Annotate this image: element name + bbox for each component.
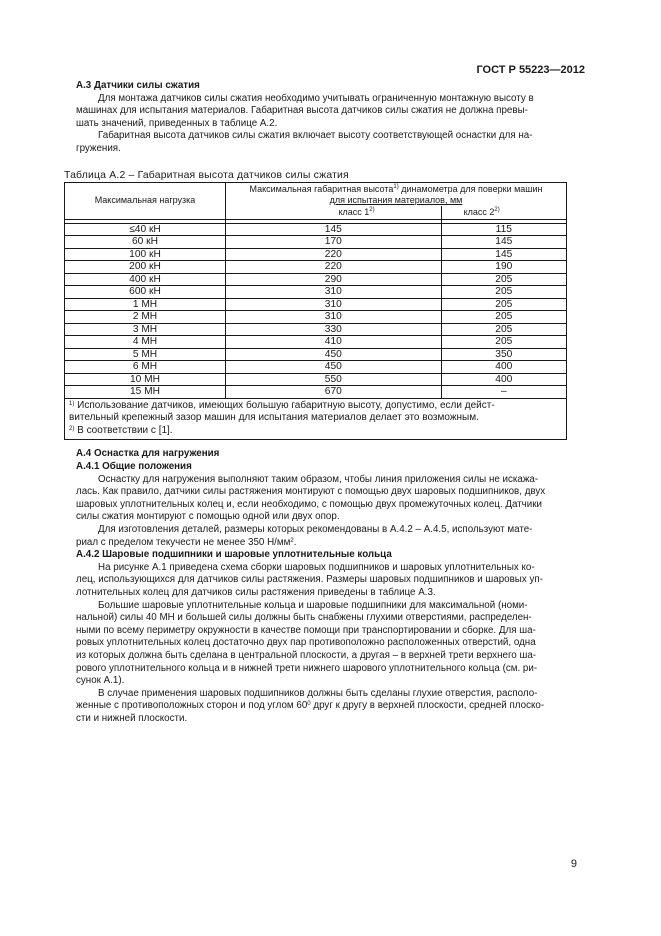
cell-class-1: 290 <box>226 273 442 286</box>
cell-class-1: 170 <box>226 236 442 249</box>
column-header-class-2: класс 2$^{2)}$ <box>441 206 566 219</box>
section-a4-title: А.4 Оснастка для нагружения <box>76 448 220 460</box>
text-line: рового уплотнительного кольца и в нижней трети нижнего шарового уплотнительного кольца (см. ри- <box>76 662 538 674</box>
cell-class-1: 330 <box>226 323 442 336</box>
text-line: ными по всему периметру окружности в качестве помощи при транспортировании и сборке. Для ша- <box>76 624 536 636</box>
text-line: Габаритная высота датчиков силы сжатия включает высоту соответствующей оснастки для на- <box>98 130 533 142</box>
table-row <box>65 298 567 311</box>
table-row <box>65 336 567 349</box>
cell-class-1: 310 <box>226 298 442 311</box>
text-line: лец, использующихся для датчиков силы растяжения. Размеры шаровых подшипников и шаровых уп- <box>76 574 543 586</box>
table-caption: Таблица А.2 – Габаритная высота датчиков силы сжатия <box>64 169 349 181</box>
cell-class-1: 670 <box>226 386 442 399</box>
table-row <box>65 248 567 261</box>
cell-max-load: 3 МН <box>65 323 226 336</box>
text-line: Большие шаровые уплотнительные кольца и шаровые подшипники для максимальной (номи- <box>98 599 528 611</box>
table-notes-row <box>65 398 567 440</box>
section-a42-title: А.4.2 Шаровые подшипники и шаровые уплотнительные кольца <box>76 549 392 561</box>
document-id: ГОСТ Р 55223—2012 <box>476 64 585 76</box>
cell-class-1: 310 <box>226 286 442 299</box>
cell-max-load: 100 кН <box>65 248 226 261</box>
page-body <box>64 80 584 726</box>
text-line: В случае применения шаровых подшипников должны быть сделаны глухие отверстия, располо- <box>98 687 538 699</box>
cell-class-1: 550 <box>226 373 442 386</box>
table-header-row <box>65 183 567 207</box>
section-a41-paragraph-1 <box>76 474 584 524</box>
cell-max-load: 60 кН <box>65 236 226 249</box>
table-row <box>65 236 567 249</box>
cell-class-2: 400 <box>441 373 566 386</box>
section-a3-paragraph-2 <box>76 130 584 155</box>
cell-max-load: 15 МН <box>65 386 226 399</box>
cell-max-load: 6 МН <box>65 361 226 374</box>
cell-max-load: 5 МН <box>65 348 226 361</box>
table-row <box>65 373 567 386</box>
cell-max-load: 10 МН <box>65 373 226 386</box>
cell-max-load: 600 кН <box>65 286 226 299</box>
cell-max-load: 4 МН <box>65 336 226 349</box>
text-line: машинах для испытания материалов. Габаритная высота датчиков силы сжатия не должна превы- <box>76 105 528 117</box>
section-a41-title: А.4.1 Общие положения <box>76 461 192 473</box>
cell-class-2: 205 <box>441 298 566 311</box>
cell-class-2: 145 <box>441 248 566 261</box>
text-line: Оснастку для нагружения выполняют таким образом, чтобы линия приложения силы не искажа- <box>98 473 539 485</box>
cell-class-1: 450 <box>226 361 442 374</box>
cell-class-1: 310 <box>226 311 442 324</box>
table-row <box>65 323 567 336</box>
cell-max-load: 2 МН <box>65 311 226 324</box>
cell-max-load: 200 кН <box>65 261 226 274</box>
text-line: шаровых уплотнительных колец и, если необходимо, с помощью двух промежуточных колец. Датчики <box>76 498 543 510</box>
section-a3-title: А.3 Датчики силы сжатия <box>76 80 200 91</box>
section-a42-paragraph-2 <box>76 600 584 688</box>
table-notes: $^{1)}$ Использование датчиков, имеющих большую габаритную высоту, допустимо, если дейст- вительный крепежный зазор машин для испытания материалов делает это возможным. $^{2)}$ В соответствии с [1]. <box>65 398 567 440</box>
section-a42-paragraph-3 <box>76 688 584 726</box>
cell-class-2: 205 <box>441 323 566 336</box>
cell-class-2: 115 <box>441 223 566 236</box>
cell-class-2: 205 <box>441 336 566 349</box>
cell-max-load: ≤40 кН <box>65 223 226 236</box>
cell-class-2: 350 <box>441 348 566 361</box>
column-header-load: Максимальная нагрузка <box>65 183 226 220</box>
text-line: ровых уплотнительных колец достаточно двух пар противоположно расположенных отверстий, одна <box>76 637 536 649</box>
table-row <box>65 348 567 361</box>
text-line: Для монтажа датчиков силы сжатия необходимо учитывать ограниченную монтажную высоту в <box>98 92 534 104</box>
cell-max-load: 400 кН <box>65 273 226 286</box>
section-a41-paragraph-2 <box>76 524 584 549</box>
cell-class-2: – <box>441 386 566 399</box>
text-line: женные с противоположных сторон и под углом $60^0$ друг к другу в верхней плоскости, средней плоско- <box>76 700 545 712</box>
text-line: гружения. <box>76 142 121 154</box>
text-line: лась. Как правило, датчики силы растяжения монтируют с помощью двух шаровых подшипников, двух <box>76 486 546 498</box>
cell-class-2: 400 <box>441 361 566 374</box>
column-header-height: Максимальная габаритная высота$^{1)}$ динамометра для поверки машин для испытания материалов, мм <box>226 183 567 207</box>
section-a42-paragraph-1 <box>76 562 584 600</box>
text-line: силы сжатия монтируют с помощью одной или двух опор. <box>76 511 340 523</box>
text-line: шать значений, приведенных в таблице А.2. <box>76 117 278 129</box>
table-row <box>65 261 567 274</box>
cell-class-2: 190 <box>441 261 566 274</box>
table-row <box>65 311 567 324</box>
cell-class-1: 220 <box>226 261 442 274</box>
page-number: 9 <box>570 858 577 870</box>
text-line: На рисунке А.1 приведена схема сборки шаровых подшипников и шаровых уплотнительных ко- <box>98 561 535 573</box>
cell-max-load: 1 МН <box>65 298 226 311</box>
table-a2 <box>64 182 567 440</box>
text-line: Для изготовления деталей, размеры которых рекомендованы в А.4.2 – А.4.5, используют мате- <box>98 524 533 535</box>
table-row <box>65 273 567 286</box>
column-header-class-1: класс 1$^{2)}$ <box>226 206 442 219</box>
table-row <box>65 223 567 236</box>
text-line: сти и нижней плоскости. <box>76 712 188 724</box>
text-line: из которых должна быть сделана в центральной плоскости, а другая – в верхней трети верхнего ша- <box>76 649 537 661</box>
text-line: нальной) силы 40 МН и большей силы должны быть снабжены глухими отверстиями, распределен- <box>76 612 532 624</box>
text-line: риал с пределом текучести не менее 350 $Н/мм^2$. <box>76 536 297 548</box>
cell-class-1: 145 <box>226 223 442 236</box>
cell-class-1: 410 <box>226 336 442 349</box>
table-row <box>65 286 567 299</box>
cell-class-2: 205 <box>441 286 566 299</box>
section-a3-paragraph-1 <box>76 93 584 131</box>
table-row <box>65 361 567 374</box>
cell-class-2: 205 <box>441 273 566 286</box>
cell-class-1: 450 <box>226 348 442 361</box>
text-line: сунок А.1). <box>76 675 125 687</box>
table-row <box>65 386 567 399</box>
text-line: лотнительных колец для датчиков силы растяжения приведены в таблице А.3. <box>76 586 436 598</box>
cell-class-1: 220 <box>226 248 442 261</box>
cell-class-2: 205 <box>441 311 566 324</box>
cell-class-2: 145 <box>441 236 566 249</box>
